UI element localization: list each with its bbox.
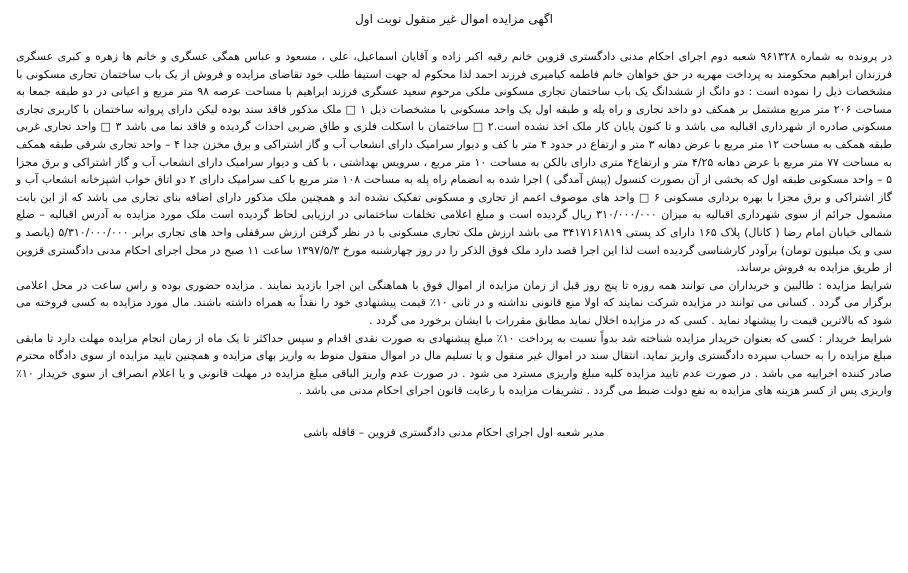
paragraph-buyer-conditions: شرایط خریدار : کسی که بعنوان خریدار مزایده شناخته شد بدواً نسبت به پرداخت ۱۰٪ مبلغ پیشنهادی به صورت نقدی اقدام و سپس حداکثر تا یک ماه از زمان انجام مزایده مهلت دارد تا مابقی مبلغ مزایده را به حساب سپرده دادگستری واریز نماید. انتقال سند در اموال غیر منقول و یا تسلیم مال در اموال منقول منوط به واریز بهای مزایده و همچنین تایید مزایده از سوی دادگاه محترم صادر کننده اجراییه می باشد . در صورت عدم تایید مزایده کلیه مبلغ واریزی مسترد می شود . در صورت عدم واریز الباقی مبلغ مزایده در مهلت قانونی و یا اعلام انصراف از سوی خریدار ۱۰٪ واریزی پس از کسر هزینه های مزایده به نفع دولت ضبط می گردد . تشریفات مزایده با رعایت قانون اجرای احکام مدنی می باشد . <box>16 331 892 398</box>
paragraph-auction-conditions: شرایط مزایده : طالبین و خریداران می توانند همه روزه تا پنج روز قبل از زمان مزایده از اموال فوق با هماهنگی این اجرا بازدید نمایند . مزایده حضوری بوده و راس ساعت در محل اعلامی برگزار می گردد . کسانی می توانند در مزایده شرکت نمایند که اولا منع قانونی نداشته و در ثانی ۱۰٪ قیمت پیشنهادی خود را نقداً به همراه داشته باشند. مال مورد مزایده به کسی فروخته می شود که بالاترین قیمت را پیشنهاد نماید . کسی که در مزایده اخلال نماید مطابق مقررات با ایشان برخورد می گردد . <box>16 278 892 327</box>
signature-line: مدیر شعبه اول اجرای احکام مدنی دادگستری قزوین – قافله باشی <box>303 425 605 439</box>
document-title: اگهی مزایده اموال غیر منقول نوبت اول <box>355 12 553 26</box>
paragraph-case-details: در پرونده به شماره ۹۶۱۳۲۸ شعبه دوم اجرای احکام مدنی دادگستری قزوین خانم رقیه اکبر زاده و آقایان اسماعیل، علی ، مسعود و عباس همگی عسگری و خانم ها زهره و کبری عسگری فرزندان ابراهیم محکومند به پرداخت مهریه در حق خواهان خانم فاطمه کیامیری فرزند احمد لذا محکوم له جهت استیفا طلب خود تقاضای مزایده و فروش از یک باب ساختمان تجاری مسکونی با مشخصات ذیل را نموده است : دو دانگ از ششدانگ یک باب ساختمان تجاری مسکونی ملکی مرحوم سعید عسگری فرزند ابراهیم با مساحت عرصه ۹۸ متر مربع و اعیانی در دو طبقه جمعا به مساحت ۲۰۶ متر مربع مشتمل بر همکف دو داخد تجاری و راه پله و طبقه اول یک واحد مسکونی با مشخصات ذیل ۱ □ ملک مذکور فاقد سند بوده لیکن دارای پروانه ساختمان با کاربری تجاری مسکونی صادره از شهرداری اقبالیه می باشد و تا کنون پایان کار ملک اخذ نشده است.۲ □ ساختمان با اسکلت فلزی و طاق ضربی احداث گردیده و فاقد نما می باشد ۳ □ واحد تجاری غربی طبقه همکف به مساحت ۱۲ متر مربع با عرض دهانه ۳ متر و ارتفاع در حدود ۴ متر با کف و دیوار سرامیک دارای انشعاب آب و گاز اشتراکی و برق مخزن جدا ۴ – واحد تجاری شرقی طبقه همکف به مساحت ۷۷ متر مربع با عرض دهانه ۴/۲۵ متر و ارتفاع۴ متری دارای بالکن به مساحت ۱۰ متر مربع ، سرویس بهداشتی ، با کف و دیوار سرامیک دارای انشعاب آب و گاز اشتراکی و برق مجزا ۵ – واحد مسکونی طبقه اول که بخشی از آن بصورت کنسول (پیش آمدگی ) اجرا شده به انضمام راه پله به مساحت ۱۰۸ متر مربع با کف سرامیک دارای ۲ دو اتاق خواب اشپزخانه انشعاب آب و گاز اشتراکی و برق مجزا با بهره برداری مسکونی ۶ □ واحد های موصوف اعمم از تجاری و مسکونی تفکیک نشده اند و همچنین ملک مذکور دارای اضافه بنای تجاری می باشد که از این بابت مشمول جرائم از سوی شهرداری اقبالیه به میزان ۳۱۰/۰۰۰/۰۰۰ ریال گردیده است و مبلغ اعلامی تخلفات ساختمانی در ارزیابی لحاظ گردیده است ملک مورد مزایده به آدرس اقبالیه – ضلع شمالی خیابان امام رضا ( کانال) پلاک ۱۶۵ دارای کد پستی ۳۴۱۷۱۶۱۸۱۹ می باشد ارزش ملک تجاری مسکونی با در نظر گرفتن ارزش سرقفلی واحد های تجاری برابر ۵/۳۱۰/۰۰۰/۰۰۰ (پانصد و سی و یک میلیون تومان) برآودر کارشناسی گردیده است لذا این اجرا قصد دارد ملک فوق الذکر را در روز چهارشنبه مورخ ۱۳۹۷/۵/۳ ساعت ۱۱ صبح در محل اجرای احکام مدنی دادگستری قزوین از طریق مزایده به فروش برساند. <box>16 50 893 275</box>
